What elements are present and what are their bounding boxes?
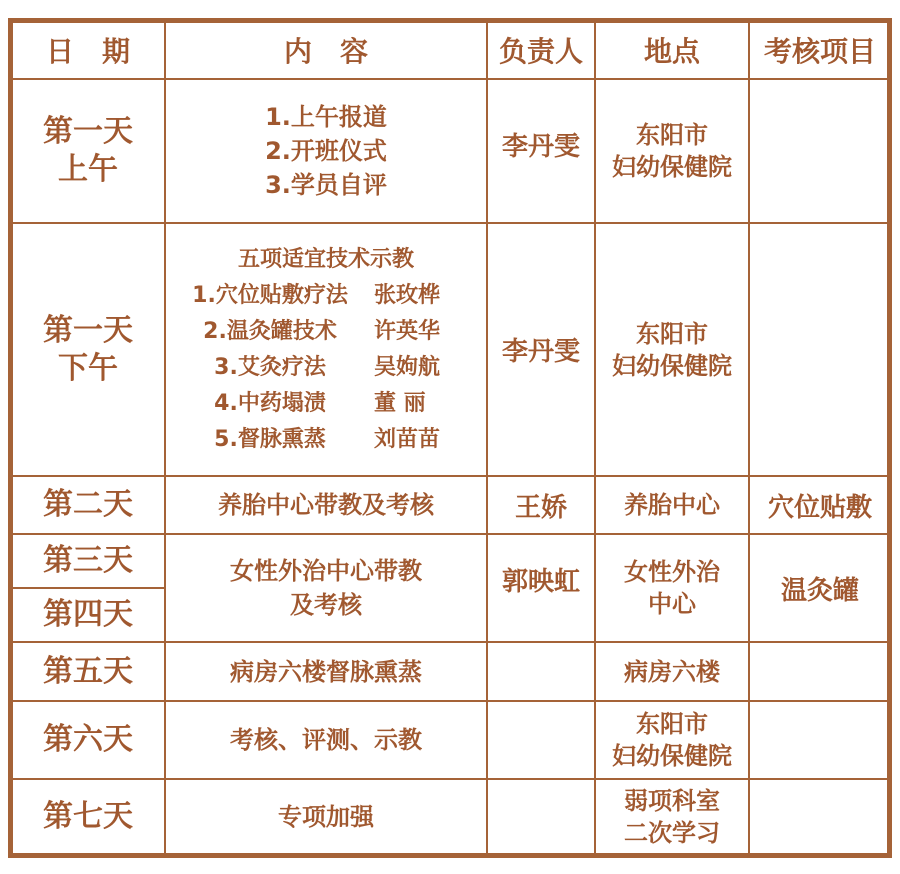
day-cell: 第七天 — [11, 779, 165, 855]
person-cell: 李丹雯 — [487, 79, 595, 223]
header-date: 日 期 — [11, 21, 165, 79]
person-cell — [487, 701, 595, 779]
content-line: 2.开班仪式 — [265, 137, 387, 166]
assessment-cell — [749, 79, 891, 223]
day-label: 第一天 — [43, 114, 133, 150]
content-line: 及考核 — [290, 591, 362, 620]
location-line: 妇幼保健院 — [612, 741, 732, 770]
header-location: 地点 — [595, 21, 749, 79]
location-cell — [595, 534, 749, 642]
instructor-name: 刘苗苗 — [374, 426, 441, 452]
person-cell — [487, 779, 595, 855]
header-assessment: 考核项目 — [749, 21, 891, 79]
list-item — [166, 386, 486, 422]
location-cell — [595, 223, 749, 476]
day-cell: 第四天 — [11, 588, 165, 642]
table-row — [11, 534, 891, 588]
assessment-cell — [749, 642, 891, 700]
technique-name: 3.艾灸疗法 — [214, 354, 326, 380]
day-cell: 第三天 — [11, 534, 165, 588]
content-line: 3.学员自评 — [265, 171, 387, 200]
location-cell: 病房六楼 — [595, 642, 749, 700]
list-item — [166, 422, 486, 458]
day-cell: 第六天 — [11, 701, 165, 779]
person-cell: 王娇 — [487, 476, 595, 534]
technique-name: 4.中药塌渍 — [214, 390, 326, 416]
header-content: 内 容 — [165, 21, 487, 79]
content-cell — [165, 534, 487, 642]
day-label: 第一天 — [43, 312, 133, 348]
technique-name: 1.穴位贴敷疗法 — [192, 282, 348, 308]
instructor-name: 董 丽 — [374, 390, 426, 416]
technique-name: 2.温灸罐技术 — [203, 318, 337, 344]
table-row — [11, 476, 891, 534]
location-line: 妇幼保健院 — [612, 153, 732, 182]
training-schedule-table — [10, 20, 892, 856]
location-line: 东阳市 — [636, 709, 708, 738]
location-line: 中心 — [648, 590, 696, 619]
table-row — [11, 79, 891, 223]
day-cell: 第二天 — [11, 476, 165, 534]
location-cell: 养胎中心 — [595, 476, 749, 534]
table-row — [11, 642, 891, 700]
content-cell: 病房六楼督脉熏蒸 — [165, 642, 487, 700]
assessment-cell — [749, 779, 891, 855]
location-line: 弱项科室 — [624, 786, 720, 815]
list-item — [166, 350, 486, 386]
content-cell: 养胎中心带教及考核 — [165, 476, 487, 534]
table-row — [11, 223, 891, 476]
assessment-cell: 穴位贴敷 — [749, 476, 891, 534]
table-row — [11, 701, 891, 779]
day-period: 上午 — [58, 152, 118, 188]
table-header-row — [11, 21, 891, 79]
technique-name: 5.督脉熏蒸 — [214, 426, 326, 452]
assessment-cell — [749, 223, 891, 476]
day-cell — [11, 79, 165, 223]
day-period: 下午 — [58, 350, 118, 386]
header-person: 负责人 — [487, 21, 595, 79]
list-item — [166, 278, 486, 314]
day-cell — [11, 223, 165, 476]
content-cell — [165, 79, 487, 223]
assessment-cell: 温灸罐 — [749, 534, 891, 642]
content-line: 1.上午报道 — [265, 103, 387, 132]
person-cell — [487, 642, 595, 700]
table-row — [11, 779, 891, 855]
person-cell: 李丹雯 — [487, 223, 595, 476]
content-cell: 专项加强 — [165, 779, 487, 855]
assessment-cell — [749, 701, 891, 779]
instructor-name: 吴姁航 — [374, 354, 441, 380]
location-cell — [595, 701, 749, 779]
content-cell — [165, 223, 487, 476]
instructor-name: 张玫桦 — [374, 282, 441, 308]
location-line: 妇幼保健院 — [612, 351, 732, 380]
location-line: 东阳市 — [636, 319, 708, 348]
content-line: 女性外治中心带教 — [230, 557, 422, 586]
day-cell: 第五天 — [11, 642, 165, 700]
instructor-name: 许英华 — [374, 318, 441, 344]
location-line: 女性外治 — [624, 558, 720, 587]
person-cell: 郭映虹 — [487, 534, 595, 642]
content-cell: 考核、评测、示教 — [165, 701, 487, 779]
location-line: 二次学习 — [624, 818, 720, 847]
location-cell — [595, 779, 749, 855]
list-item — [166, 314, 486, 350]
location-line: 东阳市 — [636, 121, 708, 150]
content-title: 五项适宜技术示教 — [237, 246, 414, 272]
location-cell — [595, 79, 749, 223]
